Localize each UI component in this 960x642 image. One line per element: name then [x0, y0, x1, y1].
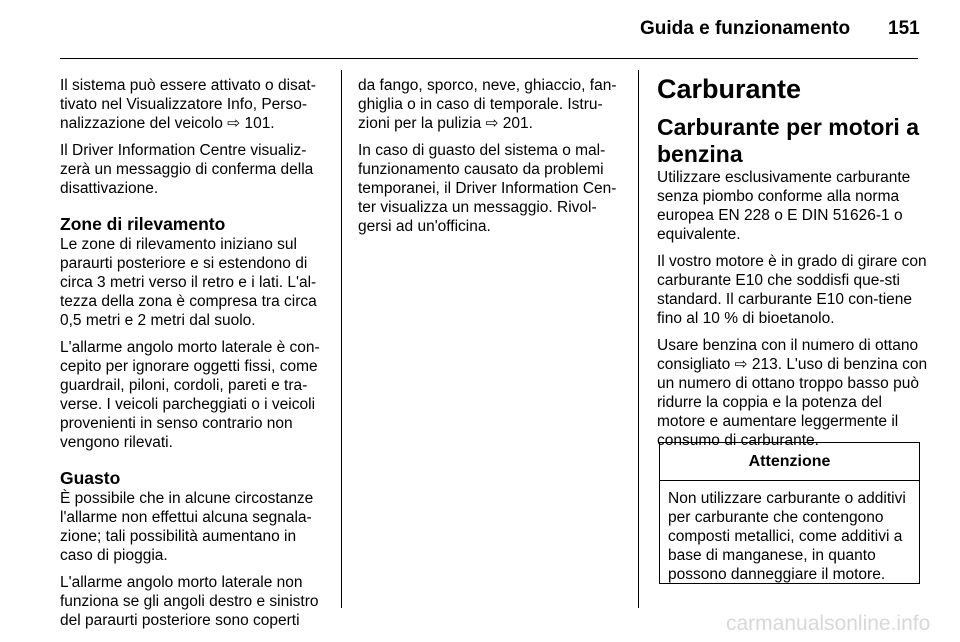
- column-1: [60, 76, 330, 630]
- paragraph: Il sistema può essere attivato o disat-tivato nel Visualizzatore Info, Perso-nalizzazione del veicolo ⇨ 101.: [60, 77, 316, 132]
- notice-body: Non utilizzare carburante o additivi per carburante che contengono composti metallici, come additivi a base di manganese, in quanto possono danneggiare il motore.: [668, 490, 906, 583]
- column-2: [358, 76, 628, 236]
- watermark: carmanualsonline.info: [726, 612, 931, 635]
- paragraph: L'allarme angolo morto laterale è con-cepito per ignorare oggetti fissi, come guardrail, piloni, cordoli, pareti e tra-verse. I veicoli parcheggiati o i veicoli provenienti in senso contrario non vengono rilevati.: [60, 339, 320, 451]
- paragraph: In caso di guasto del sistema o mal-funzionamento causato da problemi temporanei, il Driver Information Cen-ter visualizza un messaggio. Rivol-gersi ad un'officina.: [358, 142, 617, 235]
- subsection-heading: Carburante per motori a benzina: [657, 114, 919, 167]
- paragraph: L'allarme angolo morto laterale non funziona se gli angoli destro e sinistro del paraurti posteriore sono coperti: [60, 574, 319, 629]
- paragraph: Utilizzare esclusivamente carburante senza piombo conforme alla norma europea EN 228 o E DIN 51626-1 o equivalente.: [657, 169, 911, 243]
- paragraph: È possibile che in alcune circostanze l'allarme non effettui alcuna segnala-zione; tali possibilità aumentano in caso di pioggia.: [60, 490, 314, 564]
- header-rule: [60, 58, 918, 59]
- page-header-title: Guida e funzionamento: [640, 18, 851, 39]
- paragraph: Il vostro motore è in grado di girare con carburante E10 che soddisfi que-sti standard. Il carburante E10 con-tiene fino al 10 % di bioetanolo.: [657, 253, 927, 327]
- column-3: [657, 74, 929, 450]
- paragraph: Le zone di rilevamento iniziano sul paraurti posteriore e si estendono di circa 3 metri verso il retro e i lati. L'al-tezza della zona è compresa tra circa 0,5 metri e 2 metri dal suolo.: [60, 236, 317, 329]
- chapter-heading: Carburante: [657, 74, 802, 104]
- column-divider-1: [341, 70, 342, 608]
- paragraph: Usare benzina con il numero di ottano consigliato ⇨ 213. L'uso di benzina con un numero di ottano troppo basso può ridurre la coppia e la potenza del motore e aumentare leggermente il consumo di carburante.: [657, 337, 928, 449]
- notice-box: [659, 442, 920, 584]
- notice-title: Attenzione: [660, 443, 919, 481]
- paragraph: Il Driver Information Centre visualiz-zerà un messaggio di conferma della disattivazione.: [60, 142, 314, 197]
- section-heading-zone: Zone di rilevamento: [60, 214, 226, 234]
- column-divider-2: [638, 70, 639, 608]
- page-number: 151: [888, 18, 920, 39]
- section-heading-guasto: Guasto: [60, 468, 121, 488]
- paragraph: da fango, sporco, neve, ghiaccio, fan-ghiglia o in caso di temporale. Istru-zioni per la pulizia ⇨ 201.: [358, 77, 617, 132]
